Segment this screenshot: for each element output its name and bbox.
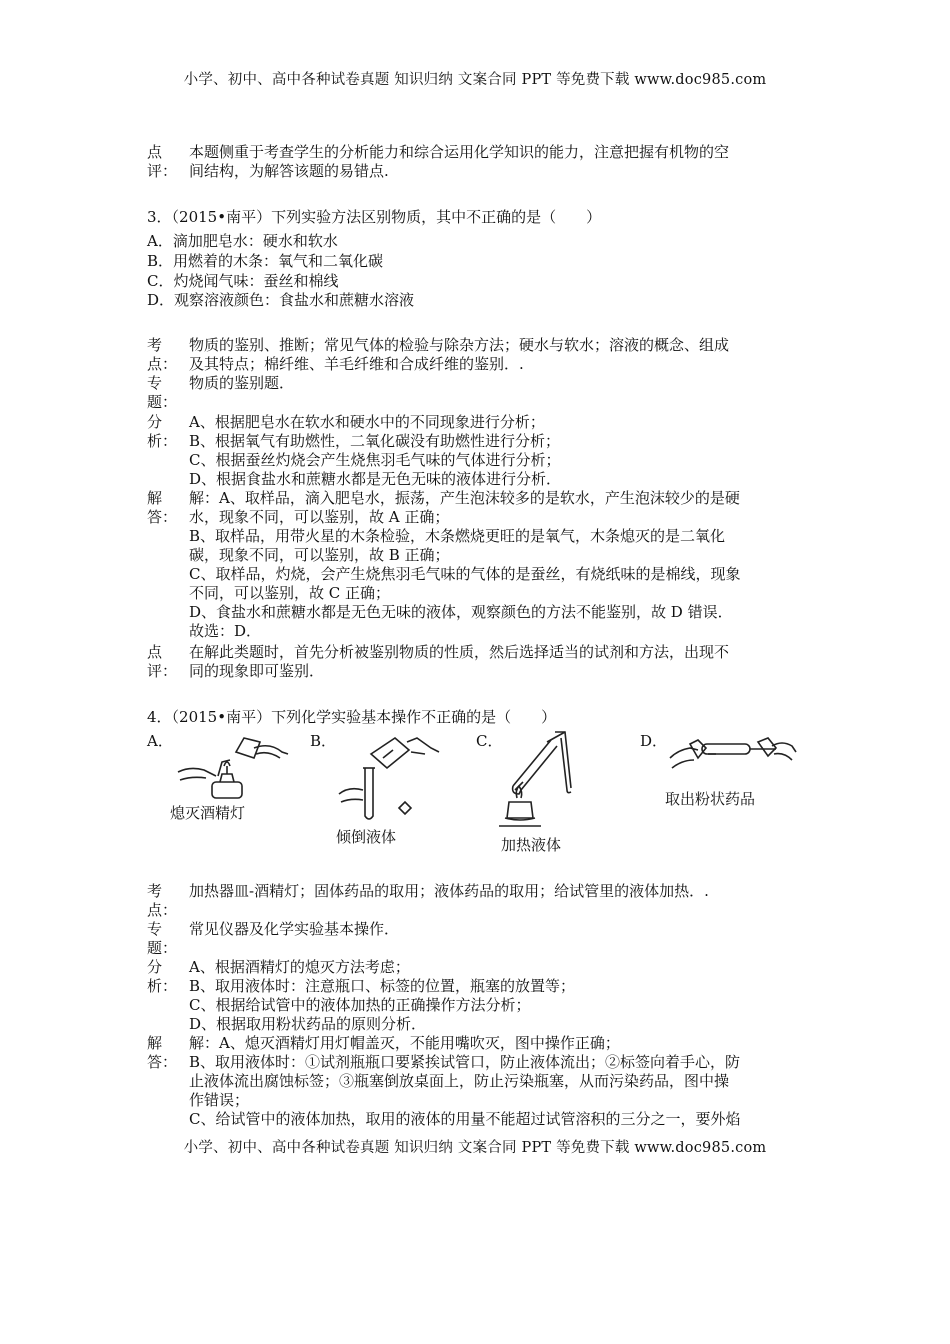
section-body: 解：A、熄灭酒精灯用灯帽盖灭，不能用嘴吹灭，图中操作正确； B、取用液体时：①试剂瓶瓶口要紧挨试管口，防止液体流出；②标签向着手心，防 止液体流出腐蚀标签；③瓶塞倒放桌面上，防止污染瓶塞，从而污染药品，图中操 作错误； C、给试管中的液体加热，取用的液体的用量不能超过试管溶积的三分之一，要外焰 <box>189 1034 741 1128</box>
q3-option-d: D．观察溶液颜色：食盐水和蔗糖水溶液 <box>147 291 415 309</box>
section-body: 常见仪器及化学实验基本操作． <box>189 920 400 938</box>
section-label: 分 析： <box>147 413 178 450</box>
section-label: 解 答： <box>147 489 178 526</box>
caption-d: 取出粉状药品 <box>665 790 756 808</box>
section-body: 在解此类题时，首先分析被鉴别物质的性质，然后选择适当的试剂和方法，出现不 同的现象即可鉴别． <box>189 643 730 680</box>
q3-fenxi <box>147 413 807 489</box>
q3-jieda <box>147 489 807 641</box>
q3-dianping <box>147 643 807 681</box>
q4-zhuanti <box>147 920 807 958</box>
section-body: 本题侧重于考查学生的分析能力和综合运用化学知识的能力，注意把握有机物的空 间结构，为解答该题的易错点. <box>189 143 730 180</box>
section-label: 点 评： <box>147 643 178 680</box>
q3-stem: 3．（2015•南平）下列实验方法区别物质，其中不正确的是（ ） <box>147 208 602 226</box>
section-body: A、根据酒精灯的熄灭方法考虑； B、取用液体时：注意瓶口、标签的位置，瓶塞的放置等； C、根据给试管中的液体加热的正确操作方法分析； D、根据取用粉状药品的原则分析． <box>189 958 576 1033</box>
q3-option-c: C．灼烧闻气味：蚕丝和棉线 <box>147 272 339 290</box>
caption-c: 加热液体 <box>501 836 562 854</box>
alcohol-lamp-icon <box>170 732 295 800</box>
section-body: 物质的鉴别、推断；常见气体的检验与除杂方法；硬水与软水；溶液的概念、组成 及其特点；棉纤维、羊毛纤维和合成纤维的鉴别．. <box>189 336 730 373</box>
q4-jieda <box>147 1034 807 1129</box>
q4-option-c-letter: C． <box>476 732 503 750</box>
q4-kaodian <box>147 882 807 920</box>
section-label: 专 题： <box>147 920 178 957</box>
caption-b: 倾倒液体 <box>336 828 397 846</box>
powder-spatula-icon <box>668 728 798 784</box>
section-label: 解 答： <box>147 1034 178 1071</box>
heat-test-tube-icon <box>495 728 605 832</box>
prev-comment-section <box>147 143 807 181</box>
pour-liquid-icon <box>335 728 445 823</box>
caption-a: 熄灭酒精灯 <box>170 804 246 822</box>
section-label: 考 点： <box>147 882 178 919</box>
q3-zhuanti <box>147 374 807 412</box>
section-body: 物质的鉴别题． <box>189 374 295 392</box>
q3-option-b: B．用燃着的木条：氧气和二氧化碳 <box>147 252 384 270</box>
q4-fenxi <box>147 958 807 1034</box>
q4-option-a-letter: A． <box>147 732 173 750</box>
section-label: 分 析： <box>147 958 178 995</box>
section-body: 解：A、取样品，滴入肥皂水，振荡，产生泡沫较多的是软水，产生泡沫较少的是硬 水，现象不同，可以鉴别，故 A 正确； B、取样品，用带火星的木条检验，木条燃烧更旺的是氧气，木条熄灭的是二氧化 碳，现象不同，可以鉴别，故 B 正确； C、取样品，灼烧，会产生烧焦羽毛气味的气体的是蚕丝，有烧纸味的是棉线，现象 不同，可以鉴别，故 C 正确； D、食盐水和蔗糖水都是无色无味的液体，观察颜色的方法不能鉴别，故 D 错误． 故选：D． <box>189 489 741 640</box>
section-label: 点 评： <box>147 143 178 180</box>
section-body: A、根据肥皂水在软水和硬水中的不同现象进行分析； B、根据氧气有助燃性，二氧化碳没有助燃性进行分析； C、根据蚕丝灼烧会产生烧焦羽毛气味的气体进行分析； D、根据食盐水和蔗糖水都是无色无味的液体进行分析． <box>189 413 562 488</box>
q4-option-d-letter: D． <box>640 732 668 750</box>
section-label: 考 点： <box>147 336 178 373</box>
page-footer: 小学、初中、高中各种试卷真题 知识归纳 文案合同 PPT 等免费下载 www.doc985.com <box>183 1140 767 1156</box>
q3-option-a: A．滴加肥皂水：硬水和软水 <box>147 232 338 250</box>
page-header: 小学、初中、高中各种试卷真题 知识归纳 文案合同 PPT 等免费下载 www.doc985.com <box>183 72 767 88</box>
section-label: 专 题： <box>147 374 178 411</box>
section-body: 加热器皿-酒精灯；固体药品的取用；液体药品的取用；给试管里的液体加热．. <box>189 882 709 900</box>
q4-stem: 4．（2015•南平）下列化学实验基本操作不正确的是（ ） <box>147 708 557 726</box>
q3-kaodian <box>147 336 807 374</box>
q4-option-b-letter: B． <box>310 732 337 750</box>
